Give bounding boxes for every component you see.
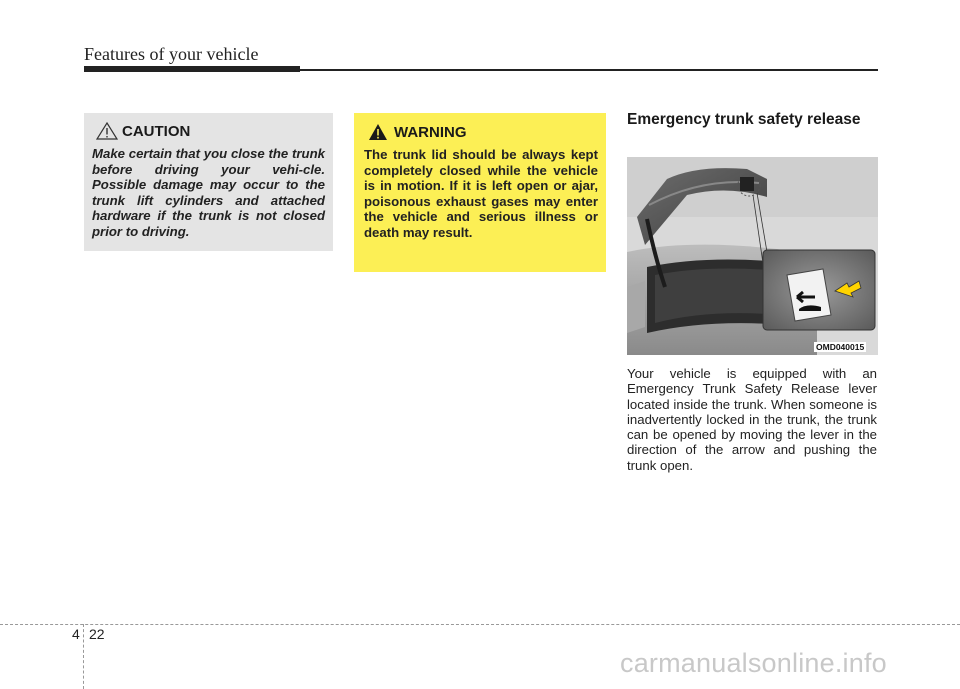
caution-text: Make certain that you close the trunk before driving your vehi-cle. Possible damage may occur to the trunk lift cylinders and attached hardware if the trunk is not closed prior to driving. — [92, 146, 325, 239]
page-header-title: Features of your vehicle — [84, 44, 259, 64]
caution-box — [84, 113, 333, 251]
trunk-release-illustration — [627, 157, 878, 355]
page-number: 22 — [89, 626, 105, 642]
footer-divider-vertical — [83, 624, 84, 689]
figure-code-label: OMD040015 — [816, 342, 865, 352]
caution-triangle-icon — [96, 122, 118, 140]
caution-title: CAUTION — [122, 122, 191, 140]
footer-divider-horizontal — [0, 624, 960, 625]
warning-box — [354, 113, 606, 272]
section-body-text: Your vehicle is equipped with an Emergency Trunk Safety Release lever located inside the trunk. When someone is inadvertently locked in the trunk, the trunk can be opened by moving the lever in the direction of the arrow and pushing the trunk open. — [627, 366, 877, 473]
chapter-number: 4 — [72, 626, 80, 642]
header-rule-thin — [300, 69, 878, 71]
warning-triangle-icon — [368, 123, 388, 141]
warning-title: WARNING — [394, 123, 467, 141]
warning-heading — [364, 121, 598, 143]
section-title: Emergency trunk safety release — [627, 111, 861, 128]
watermark-text: carmanualsonline.info — [620, 648, 887, 678]
header-rule-thick — [84, 66, 300, 72]
warning-text: The trunk lid should be always kept completely closed while the vehicle is in motion. If it is left open or ajar, poisonous exhaust gases may enter the vehicle and serious illness or death may result. — [364, 147, 598, 240]
caution-heading — [92, 120, 325, 142]
